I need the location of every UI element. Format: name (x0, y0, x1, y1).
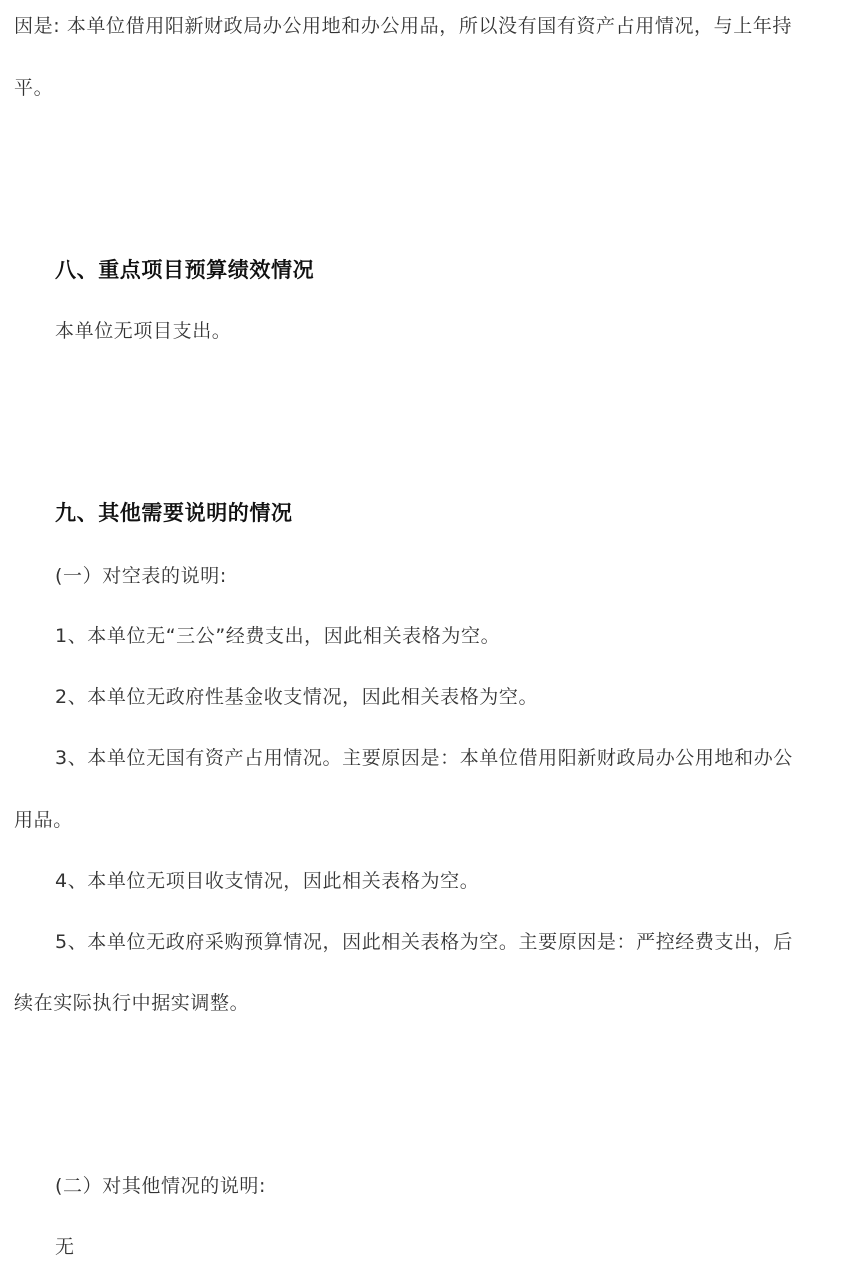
intro-paragraph-line-2: 平。 (14, 77, 54, 99)
empty-table-note-4: 4、本单位无项目收支情况，因此相关表格为空。 (55, 870, 480, 892)
empty-table-note-5: 5、本单位无政府采购预算情况，因此相关表格为空。主要原因是：严控经费支出，后 (55, 931, 793, 953)
intro-paragraph-line-1: 因是: 本单位借用阳新财政局办公用地和办公用品，所以没有国有资产占用情况，与上年持 (14, 15, 793, 37)
empty-table-note-5-continued: 续在实际执行中据实调整。 (14, 992, 250, 1014)
empty-table-note-2: 2、本单位无政府性基金收支情况，因此相关表格为空。 (55, 686, 539, 708)
section-9-heading: 九、其他需要说明的情况 (55, 501, 293, 525)
section-8-body: 本单位无项目支出。 (55, 320, 232, 342)
subsection-2-body: 无 (55, 1236, 75, 1258)
empty-table-note-1: 1、本单位无“三公”经费支出，因此相关表格为空。 (55, 625, 501, 647)
section-8-heading: 八、重点项目预算绩效情况 (55, 258, 315, 282)
subsection-1-title: (一）对空表的说明: (55, 565, 227, 587)
subsection-2-title: (二）对其他情况的说明: (55, 1175, 267, 1197)
empty-table-note-3-continued: 用品。 (14, 809, 73, 831)
empty-table-note-3: 3、本单位无国有资产占用情况。主要原因是：本单位借用阳新财政局办公用地和办公 (55, 747, 793, 769)
